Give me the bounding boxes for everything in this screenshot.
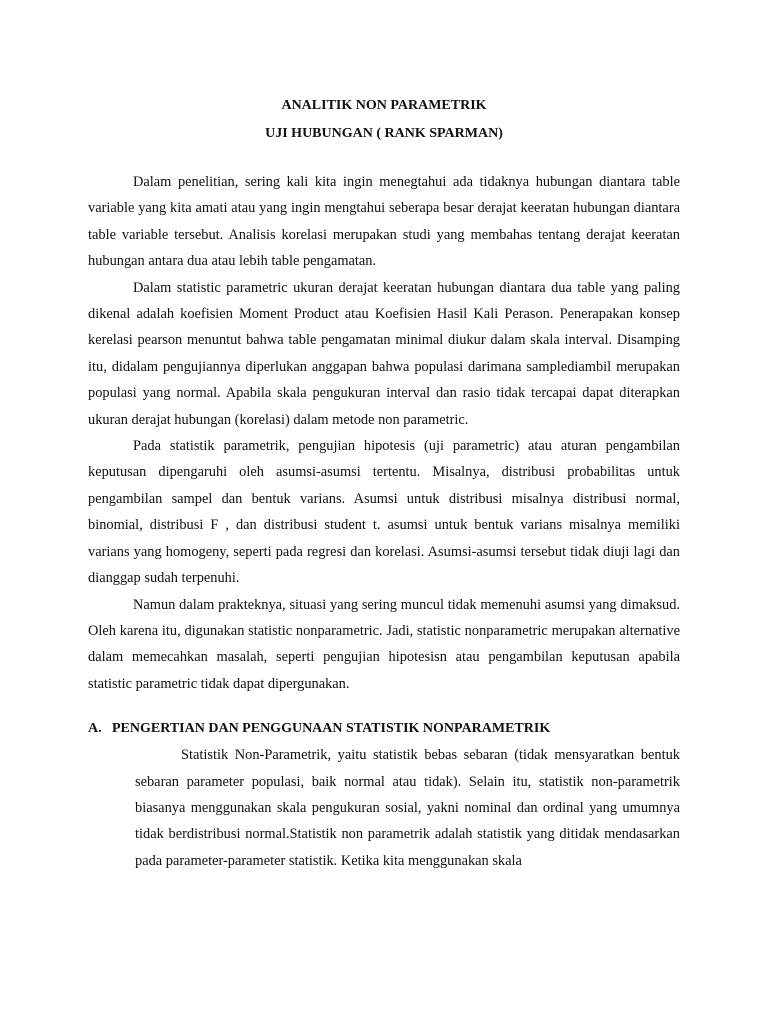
paragraph-2: Dalam statistic parametric ukuran derajat keeratan hubungan diantara dua table yang paling dikenal adalah koefisien Moment Product atau Koefisien Hasil Kali Perason. Penerapakan konsep kerelasi pearson menuntut bahwa table pengamatan minimal diukur dalam skala interval. Disamping itu, didalam pengujiannya diperlukan anggapan bahwa populasi darimana samplediambil merupakan populasi yang normal. Apabila skala pengukuran interval dan rasio tidak tercapai dapat diterapkan ukuran derajat hubungan (korelasi) dalam metode non parametric. [88, 279, 680, 428]
paragraph-3: Pada statistik parametrik, pengujian hipotesis (uji parametric) atau aturan pengambilan keputusan dipengaruhi oleh asumsi-asumsi tertentu. Misalnya, distribusi probabilitas untuk pengambilan sampel dan bentuk varians. Asumsi untuk distribusi misalnya distribusi normal, binomial, distribusi F , dan distribusi student t. asumsi untuk bentuk varians misalnya memiliki varians yang homogeny, seperti pada regresi dan korelasi. Asumsi-asumsi tersebut tidak diuji lagi dan dianggap sudah terpenuhi. [88, 438, 680, 587]
paragraph-4: Namun dalam prakteknya, situasi yang sering muncul tidak memenuhi asumsi yang dimaksud. Oleh karena itu, digunakan statistic nonparametric. Jadi, statistic nonparametric merupakan alternative dalam memecahkan masalah, seperti pengujian hipotesisn atau pengambilan keputusan apabila statistic parametric tidak dapat dipergunakan. [88, 596, 680, 692]
section-a-marker: A. [88, 721, 102, 737]
section-a-heading [88, 716, 680, 742]
section-a-heading-text: PENGERTIAN DAN PENGGUNAAN STATISTIK NONPARAMETRIK [112, 721, 551, 737]
section-a-paragraph: Statistik Non-Parametrik, yaitu statistik bebas sebaran (tidak mensyaratkan bentuk sebaran parameter populasi, baik normal atau tidak). Selain itu, statistik non-parametrik biasanya menggunakan skala pengukuran sosial, yakni nominal dan ordinal yang umumnya tidak berdistribusi normal.Statistik non parametrik adalah statistik yang ditidak mendasarkan pada parameter-parameter statistik. Ketika kita menggunakan skala [135, 747, 680, 869]
document-title: ANALITIK NON PARAMETRIK [281, 98, 487, 113]
title-block [88, 92, 680, 148]
document-subtitle: UJI HUBUNGAN ( RANK SPARMAN) [265, 126, 503, 141]
paragraph-1: Dalam penelitian, sering kali kita ingin menegtahui ada tidaknya hubungan diantara table variable yang kita amati atau yang ingin mengtahui seberapa besar derajat keeratan hubungan diantara table variable tersebut. Analisis korelasi merupakan studi yang membahas tentang derajat keeratan hubungan antara dua atau lebih table pengamatan. [88, 174, 680, 270]
